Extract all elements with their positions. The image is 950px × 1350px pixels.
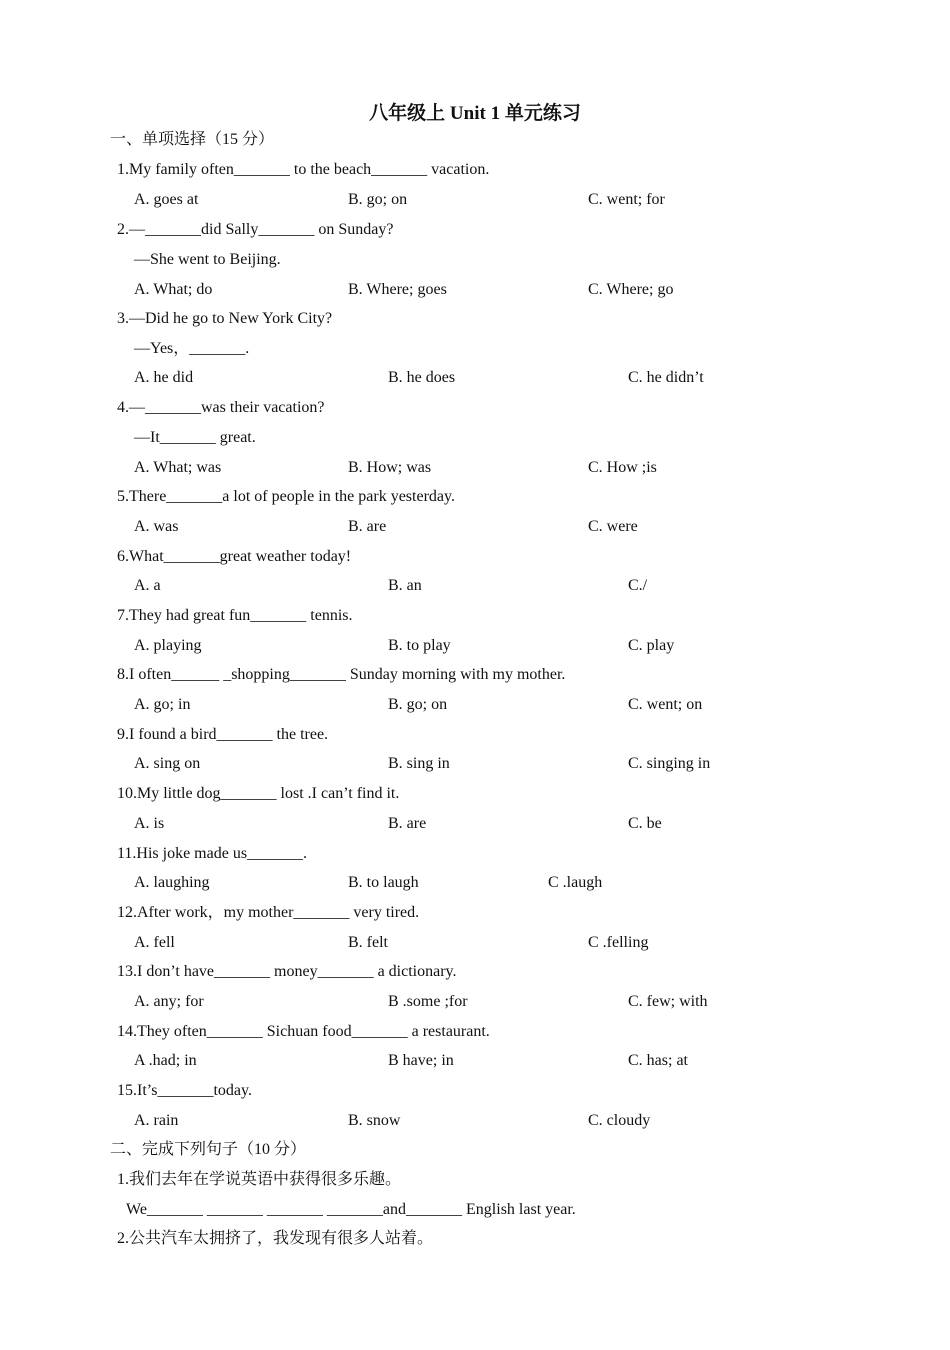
option-b: B. go; on (348, 191, 408, 208)
question-stem: 11.His joke made us_______. (117, 845, 308, 862)
question-stem: 5.There_______a lot of people in the park yesterday. (117, 488, 455, 505)
question-stem: 6.What_______great weather today! (117, 548, 352, 565)
question-stem: 15.It’s_______today. (117, 1082, 252, 1099)
option-a: A. rain (134, 1112, 179, 1129)
option-a: A. is (134, 815, 165, 832)
question-stem: 14.They often_______ Sichuan food_______ a restaurant. (117, 1023, 490, 1040)
option-a: A. What; do (134, 281, 213, 298)
question-stem: 9.I found a bird_______ the tree. (117, 726, 329, 743)
option-b: B. an (388, 577, 422, 594)
option-a: A. playing (134, 637, 202, 654)
option-a: A. sing on (134, 755, 201, 772)
option-a: A .had; in (134, 1052, 197, 1069)
option-c: C. went; for (588, 191, 665, 208)
option-a: A. goes at (134, 191, 199, 208)
question-stem: 10.My little dog_______ lost .I can’t find it. (117, 785, 400, 802)
option-b: B. are (348, 518, 387, 535)
option-a: A. he did (134, 369, 194, 386)
option-c: C. be (628, 815, 662, 832)
option-b: B. Where; goes (348, 281, 447, 298)
sentence-english: We_______ _______ _______ _______and_______ English last year. (126, 1201, 576, 1218)
question-stem: 8.I often______ _shopping_______ Sunday morning with my mother. (117, 666, 566, 683)
option-a: A. What; was (134, 459, 222, 476)
question-stem: 13.I don’t have_______ money_______ a dictionary. (117, 963, 457, 980)
question-stem: 4.—_______was their vacation? (117, 399, 325, 416)
question-dialogue: —It_______ great. (134, 429, 256, 446)
option-c: C. play (628, 637, 675, 654)
option-a: A. any; for (134, 993, 204, 1010)
option-b: B have; in (388, 1052, 454, 1069)
option-c: C. he didn’t (628, 369, 704, 386)
option-c: C. How ;is (588, 459, 657, 476)
option-c: C. singing in (628, 755, 711, 772)
option-a: A. laughing (134, 874, 210, 891)
option-c: C. Where; go (588, 281, 674, 298)
question-stem: 7.They had great fun_______ tennis. (117, 607, 353, 624)
question-stem: 2.—_______did Sally_______ on Sunday? (117, 221, 394, 238)
page-title: 八年级上 Unit 1 单元练习 (369, 103, 581, 124)
option-c: C. were (588, 518, 638, 535)
option-c: C. few; with (628, 993, 708, 1010)
section-heading: 二、完成下列句子（10 分） (110, 1141, 307, 1158)
option-b: B. are (388, 815, 427, 832)
option-a: A. fell (134, 934, 175, 951)
option-a: A. go; in (134, 696, 191, 713)
option-b: B. How; was (348, 459, 432, 476)
section-heading: 一、单项选择（15 分） (110, 131, 275, 148)
sentence-chinese: 2.公共汽车太拥挤了，我发现有很多人站着。 (117, 1230, 434, 1247)
question-dialogue: —She went to Beijing. (134, 251, 281, 268)
option-b: B. felt (348, 934, 388, 951)
option-c: C. cloudy (588, 1112, 651, 1129)
option-b: B .some ;for (388, 993, 468, 1010)
option-b: B. he does (388, 369, 456, 386)
option-b: B. snow (348, 1112, 401, 1129)
option-c: C .laugh (548, 874, 603, 891)
question-dialogue: —Yes，_______. (134, 340, 250, 357)
option-a: A. a (134, 577, 161, 594)
question-stem: 1.My family often_______ to the beach_______ vacation. (117, 161, 490, 178)
sentence-chinese: 1.我们去年在学说英语中获得很多乐趣。 (117, 1171, 402, 1188)
option-b: B. go; on (388, 696, 448, 713)
option-c: C .felling (588, 934, 649, 951)
option-c: C./ (628, 577, 648, 594)
question-stem: 3.—Did he go to New York City? (117, 310, 333, 327)
option-b: B. to play (388, 637, 451, 654)
option-c: C. went; on (628, 696, 703, 713)
option-b: B. sing in (388, 755, 450, 772)
option-a: A. was (134, 518, 179, 535)
option-c: C. has; at (628, 1052, 688, 1069)
question-stem: 12.After work，my mother_______ very tired. (117, 904, 420, 921)
option-b: B. to laugh (348, 874, 419, 891)
